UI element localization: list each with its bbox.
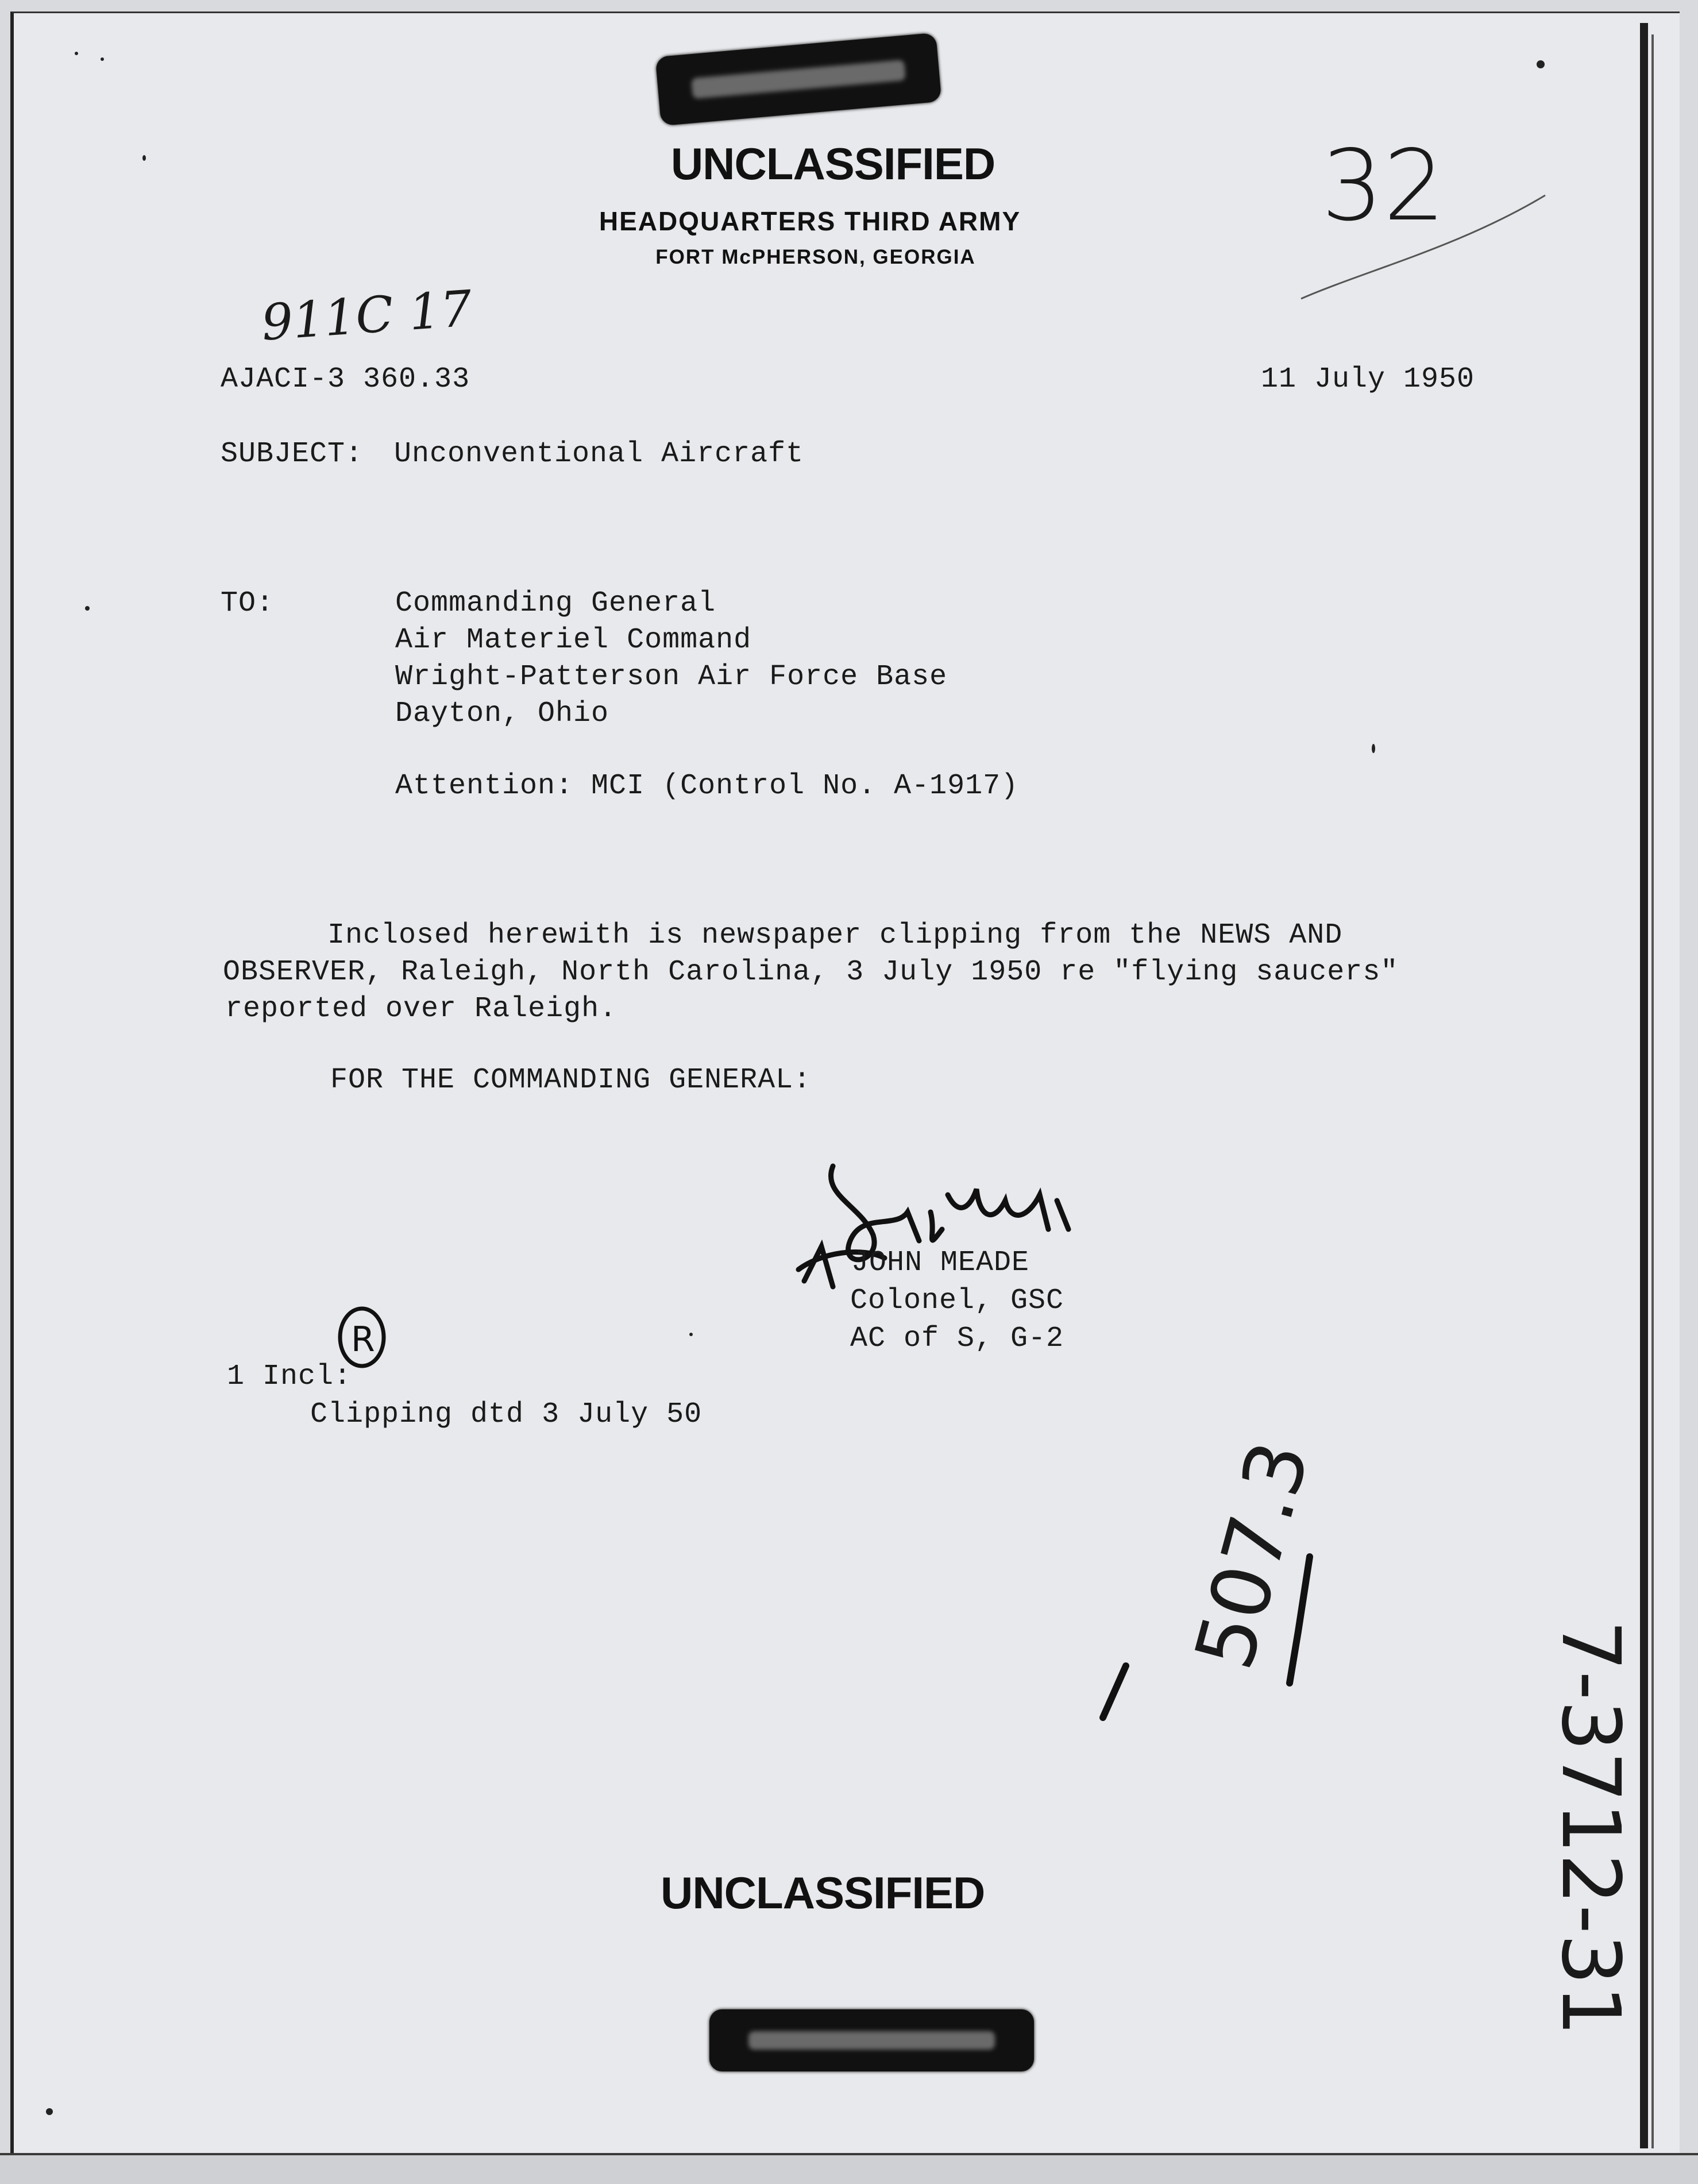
memo-date: 11 July 1950 <box>1261 363 1475 396</box>
scan-speck <box>1372 744 1375 753</box>
attention-line: Attention: MCI (Control No. A-1917) <box>395 770 1019 802</box>
to-line: Air Materiel Command <box>395 624 752 657</box>
subject-label: SUBJECT: <box>221 438 364 470</box>
svg-text:R: R <box>351 1319 375 1360</box>
handwritten-side-number: 7-3712-31 <box>1543 1620 1637 2036</box>
handwritten-page-number: 32 <box>1321 129 1446 243</box>
body-line: reported over Raleigh. <box>225 993 618 1025</box>
classification-top: UNCLASSIFIED <box>670 138 995 189</box>
scan-speck <box>142 155 146 161</box>
handwritten-file-code: 507.3 <box>1178 1431 1328 1679</box>
page-bottom-edge <box>0 2153 1698 2184</box>
signature-scribble <box>787 1143 1109 1304</box>
to-line: Commanding General <box>395 587 716 620</box>
organization-title: HEADQUARTERS THIRD ARMY <box>599 206 1021 236</box>
signature-rank: Colonel, GSC <box>850 1284 1064 1317</box>
body-line: OBSERVER, Raleigh, North Carolina, 3 July 1950 re "flying saucers" <box>223 956 1399 989</box>
document-page <box>10 11 1680 2167</box>
redaction-bar-bottom <box>709 2009 1034 2071</box>
scan-speck <box>689 1333 693 1336</box>
classification-bottom: UNCLASSIFIED <box>661 1867 985 1918</box>
handwritten-slash <box>1091 1551 1333 1735</box>
enclosure-text: Clipping dtd 3 July 50 <box>310 1398 703 1431</box>
scan-speck <box>1537 60 1545 68</box>
scan-speck <box>46 2108 53 2115</box>
handwritten-stroke <box>1298 184 1551 310</box>
to-line: Dayton, Ohio <box>395 697 609 730</box>
closing-line: FOR THE COMMANDING GENERAL: <box>330 1064 812 1097</box>
to-label: TO: <box>221 587 275 620</box>
enclosure-label: 1 Incl: <box>227 1360 352 1393</box>
body-line: Inclosed herewith is newspaper clipping from the NEWS AND <box>327 919 1343 952</box>
subject-text: Unconventional Aircraft <box>394 438 804 470</box>
memo-reference: AJACI-3 360.33 <box>221 363 470 396</box>
page-edge-line <box>1651 34 1654 2148</box>
signature-name: JOHN MEADE <box>851 1247 1030 1279</box>
scan-speck <box>85 606 90 611</box>
scan-speck <box>75 52 78 55</box>
page-edge-shadow <box>1640 23 1648 2148</box>
to-line: Wright-Patterson Air Force Base <box>395 661 948 693</box>
signature-title: AC of S, G-2 <box>850 1322 1064 1355</box>
handwritten-code-top: 911C 17 <box>259 280 474 352</box>
organization-location: FORT McPHERSON, GEORGIA <box>655 246 976 268</box>
scan-speck <box>101 57 104 61</box>
